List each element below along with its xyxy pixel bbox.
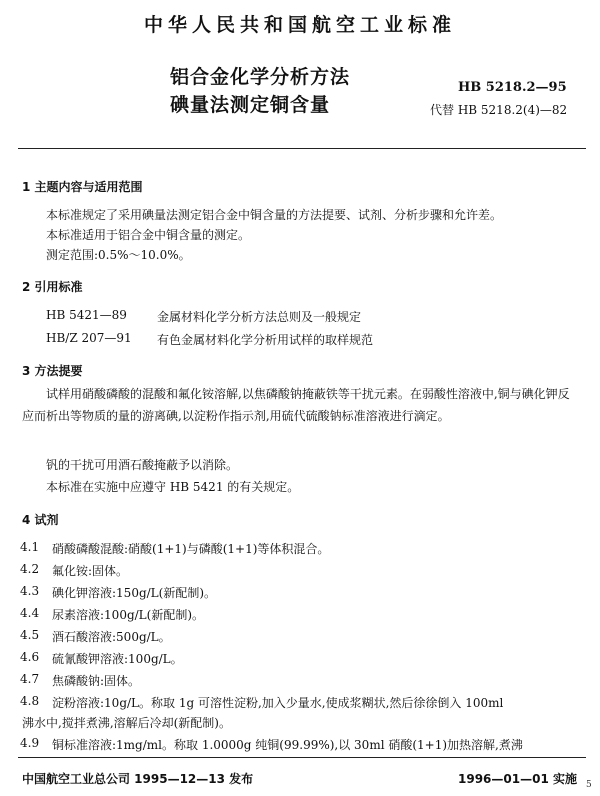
reagent-text: 硫氰酸钾溶液:100g/L。: [52, 652, 183, 666]
reagent-text: 氟化铵:固体。: [52, 564, 129, 578]
reagent-number: 4.7: [20, 672, 40, 686]
reagent-number: 4.5: [20, 628, 40, 642]
reagent-number: 4.1: [20, 540, 40, 554]
section-3-paragraph: 试样用硝酸磷酸的混酸和氟化铵溶解,以焦磷酸钠掩蔽铁等干扰元素。在弱酸性溶液中,铜与碘化钾反应而析出等物质的量的游离碘,以淀粉作指示剂,用硫代硫酸钠标准溶液进行滴定。: [22, 387, 570, 423]
reagent-number: 4.4: [20, 606, 40, 620]
reagent-text: 淀粉溶液:10g/L。称取 1g 可溶性淀粉,加入少量水,使成浆糊状,然后徐徐倒入 100ml: [52, 696, 504, 710]
section-1-heading: 1 主题内容与适用范围: [22, 180, 143, 194]
header-divider: [18, 148, 586, 149]
reagent-text: 酒石酸溶液:500g/L。: [52, 630, 171, 644]
issue-date: 中国航空工业总公司 1995—12—13 发布: [22, 772, 254, 786]
reagent-number: 4.3: [20, 584, 40, 598]
reference-title: 有色金属材料化学分析用试样的取样规范: [157, 333, 374, 347]
section-3-heading: 3 方法提要: [22, 364, 83, 378]
reagent-text: 碘化钾溶液:150g/L(新配制)。: [52, 586, 217, 600]
reagent-text: 硝酸磷酸混酸:硝酸(1+1)与磷酸(1+1)等体积混合。: [52, 542, 330, 556]
reagent-number: 4.8: [20, 694, 40, 708]
section-4-heading: 4 试剂: [22, 513, 59, 527]
section-1-paragraph: 本标准适用于铝合金中铜含量的测定。: [46, 228, 251, 242]
effective-date: 1996—01—01 实施: [458, 772, 577, 786]
reagent-number: 4.2: [20, 562, 40, 576]
reagent-text: 焦磷酸钠:固体。: [52, 674, 141, 688]
reagent-text-continued: 沸水中,搅拌煮沸,溶解后冷却(新配制)。: [22, 716, 231, 730]
doc-title-line1: 铝合金化学分析方法: [170, 66, 351, 88]
section-1-paragraph: 本标准规定了采用碘量法测定铝合金中铜含量的方法提要、试剂、分析步骤和允许差。: [46, 208, 503, 222]
section-2-heading: 2 引用标准: [22, 280, 83, 294]
reagent-number: 4.6: [20, 650, 40, 664]
standard-code: HB 5218.2—95: [458, 80, 567, 95]
section-1-paragraph: 测定范围:0.5%～10.0%。: [46, 248, 191, 262]
section-3-paragraph: 本标准在实施中应遵守 HB 5421 的有关规定。: [46, 480, 300, 494]
doc-title-line2: 碘量法测定铜含量: [170, 94, 331, 116]
page-number: 5: [586, 780, 592, 790]
reference-title: 金属材料化学分析方法总则及一般规定: [157, 310, 362, 324]
reagent-text: 尿素溶液:100g/L(新配制)。: [52, 608, 205, 622]
reagent-text: 铜标准溶液:1mg/ml。称取 1.0000g 纯铜(99.99%),以 30ml 硝酸(1+1)加热溶解,煮沸: [52, 738, 523, 752]
reagent-number: 4.9: [20, 736, 40, 750]
standard-name: 中华人民共和国航空工业标准: [143, 14, 456, 36]
footer-divider: [18, 757, 586, 758]
reference-code: HB/Z 207—91: [46, 331, 132, 345]
section-3-paragraph: 钒的干扰可用酒石酸掩蔽予以消除。: [46, 458, 239, 472]
replaces-code: 代替 HB 5218.2(4)—82: [430, 103, 568, 117]
reference-code: HB 5421—89: [46, 308, 127, 322]
